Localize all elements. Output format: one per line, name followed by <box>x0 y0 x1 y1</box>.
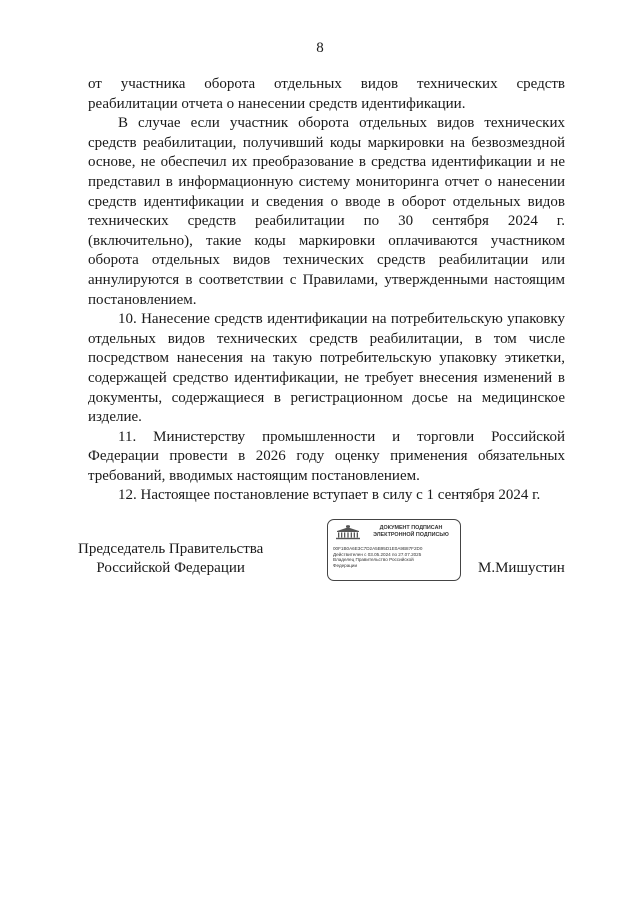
paragraph: от участника оборота отдельных видов технических средств реабилитации отчета о нанесении средств идентификации. <box>88 76 565 112</box>
stamp-title-line: ДОКУМЕНТ ПОДПИСАН <box>379 525 443 531</box>
government-building-icon <box>335 525 361 540</box>
stamp-title <box>364 525 458 538</box>
signer-name: М.Мишустин <box>478 560 565 576</box>
digital-signature-stamp <box>327 519 461 581</box>
signature-position-line: Российской Федерации <box>96 560 245 576</box>
paragraph: 12. Настоящее постановление вступает в силу с 1 сентября 2024 г. <box>118 487 541 504</box>
paragraph: В случае если участник оборота отдельных видов технических средств реабилитации, получивший коды маркировки на безвозмездной основе, не обеспечил их преобразование в средства идентификации и не представил в информационную систему мониторинга отчет о нанесении средств идентификации и сведения о вводе в оборот отдельных видов технических средств реабилитации по 30 сентября 2024 г. (включительно), такие коды маркировки оплачиваются участником оборота отдельных видов технических средств реабилитации или аннулируются в соответствии с Правилами, утвержденными настоящим постановлением. <box>88 115 565 308</box>
stamp-details <box>333 546 458 568</box>
stamp-validity: Действителен с 03.05.2024 по 27.07.2025 <box>333 551 422 557</box>
signature-position <box>78 540 263 578</box>
stamp-owner: Федерации <box>333 562 358 568</box>
paragraph: 11. Министерству промышленности и торговли Российской Федерации провести в 2026 году оценку применения обязательных требований, вводимых настоящим постановлением. <box>88 428 565 484</box>
paragraph: 10. Нанесение средств идентификации на потребительскую упаковку отдельных видов технических средств реабилитации, в том числе посредством нанесения на такую потребительскую упаковку этикетки, содержащей средство идентификации, не требует внесения изменений в документы, содержащиеся в регистрационном досье на медицинское изделие. <box>88 311 565 426</box>
body-text <box>88 75 565 506</box>
stamp-title-line: ЭЛЕКТРОННОЙ ПОДПИСЬЮ <box>373 531 449 538</box>
signature-position-line: Председатель Правительства <box>78 541 264 557</box>
stamp-certificate: 00F1B0A6E3C7D2A5B95D1E0A9B87F2D0 <box>333 546 423 551</box>
page-number: 8 <box>316 40 324 56</box>
stamp-owner: Владелец Правительство Российской <box>333 557 414 563</box>
